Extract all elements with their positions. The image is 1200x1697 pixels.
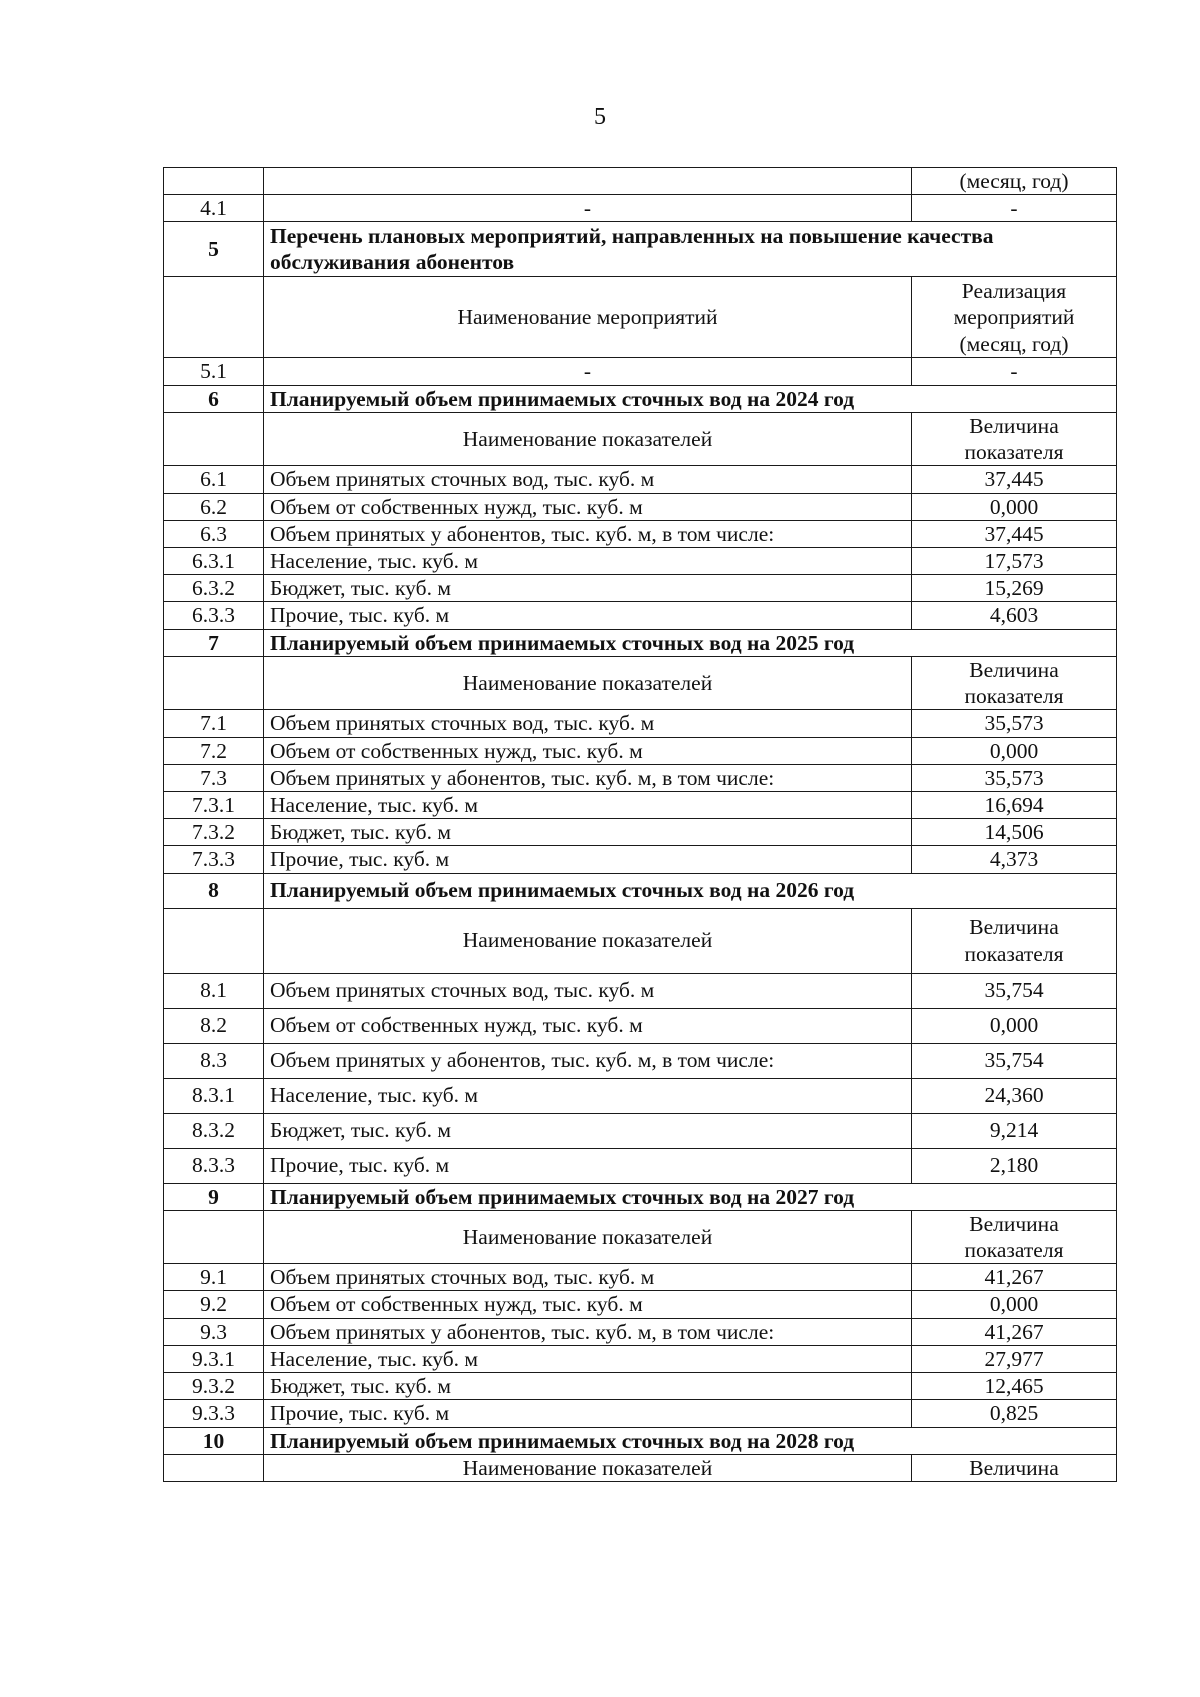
row-name: Население, тыс. куб. м	[264, 547, 912, 574]
empty-cell	[164, 1210, 264, 1263]
column-header-name: Наименование показателей	[264, 1210, 912, 1263]
row-number: 8.2	[164, 1008, 264, 1043]
row-name: Прочие, тыс. куб. м	[264, 1400, 912, 1427]
section-title: Планируемый объем принимаемых сточных вод на 2026 год	[264, 873, 1117, 908]
row-number: 6.1	[164, 466, 264, 493]
table-row	[164, 358, 1117, 385]
table-row	[164, 547, 1117, 574]
row-name: Бюджет, тыс. куб. м	[264, 1113, 912, 1148]
row-value: -	[912, 195, 1117, 222]
table-row	[164, 1291, 1117, 1318]
row-value: 35,573	[912, 710, 1117, 737]
table-row	[164, 520, 1117, 547]
row-number: 8.3	[164, 1043, 264, 1078]
table-row	[164, 1113, 1117, 1148]
row-name: Объем принятых у абонентов, тыс. куб. м, в том числе:	[264, 1318, 912, 1345]
column-header-value: Величина показателя	[912, 412, 1117, 465]
column-header-name: Наименование показателей	[264, 1454, 912, 1481]
section-header-row	[164, 222, 1117, 277]
row-name: Объем принятых сточных вод, тыс. куб. м	[264, 973, 912, 1008]
row-value: 17,573	[912, 547, 1117, 574]
row-number: 5.1	[164, 358, 264, 385]
row-number: 7.3	[164, 764, 264, 791]
row-name: Объем принятых сточных вод, тыс. куб. м	[264, 466, 912, 493]
table-row	[164, 1078, 1117, 1113]
row-name: Население, тыс. куб. м	[264, 1078, 912, 1113]
section-number: 10	[164, 1427, 264, 1454]
row-name: -	[264, 195, 912, 222]
column-header-row	[164, 1210, 1117, 1263]
table-row	[164, 493, 1117, 520]
column-header-value: Величина показателя	[912, 656, 1117, 709]
row-name: Население, тыс. куб. м	[264, 1345, 912, 1372]
row-number: 6.3.3	[164, 602, 264, 629]
table-row	[164, 466, 1117, 493]
row-number	[164, 168, 264, 195]
table-row	[164, 575, 1117, 602]
row-value: 0,000	[912, 737, 1117, 764]
column-header-row	[164, 656, 1117, 709]
document-table	[163, 167, 1117, 1482]
row-name: Население, тыс. куб. м	[264, 791, 912, 818]
row-value: 12,465	[912, 1373, 1117, 1400]
row-name: Объем от собственных нужд, тыс. куб. м	[264, 1291, 912, 1318]
row-number: 9.3.1	[164, 1345, 264, 1372]
row-value: 15,269	[912, 575, 1117, 602]
empty-cell	[164, 908, 264, 973]
row-number: 9.3.2	[164, 1373, 264, 1400]
row-value: 35,573	[912, 764, 1117, 791]
row-value: 0,825	[912, 1400, 1117, 1427]
column-header-row	[164, 1454, 1117, 1481]
table-row	[164, 168, 1117, 195]
section-number: 9	[164, 1183, 264, 1210]
table-row	[164, 602, 1117, 629]
row-number: 4.1	[164, 195, 264, 222]
column-header-name: Наименование показателей	[264, 412, 912, 465]
row-value: 37,445	[912, 466, 1117, 493]
column-header-row	[164, 412, 1117, 465]
table-row	[164, 1148, 1117, 1183]
row-value: 4,373	[912, 846, 1117, 873]
table-row	[164, 1318, 1117, 1345]
table-row	[164, 195, 1117, 222]
row-name: Объем принятых сточных вод, тыс. куб. м	[264, 710, 912, 737]
row-name: Объем принятых у абонентов, тыс. куб. м, в том числе:	[264, 1043, 912, 1078]
row-name: Прочие, тыс. куб. м	[264, 846, 912, 873]
table-row	[164, 1345, 1117, 1372]
row-value: (месяц, год)	[912, 168, 1117, 195]
table-row	[164, 1008, 1117, 1043]
row-name: Объем от собственных нужд, тыс. куб. м	[264, 1008, 912, 1043]
row-number: 6.3.2	[164, 575, 264, 602]
section-title: Перечень плановых мероприятий, направленных на повышение качества обслуживания абонентов	[264, 222, 1117, 277]
section-header-row	[164, 1183, 1117, 1210]
row-number: 7.3.3	[164, 846, 264, 873]
row-number: 9.3	[164, 1318, 264, 1345]
section-header-row	[164, 873, 1117, 908]
column-header-value: Величина показателя	[912, 1210, 1117, 1263]
section-number: 5	[164, 222, 264, 277]
empty-cell	[164, 277, 264, 358]
row-name: Прочие, тыс. куб. м	[264, 1148, 912, 1183]
row-number: 7.3.2	[164, 819, 264, 846]
row-value: 41,267	[912, 1318, 1117, 1345]
row-number: 6.3.1	[164, 547, 264, 574]
row-name	[264, 168, 912, 195]
row-number: 8.3.2	[164, 1113, 264, 1148]
column-header-value: Величина	[912, 1454, 1117, 1481]
row-value: 0,000	[912, 493, 1117, 520]
row-name: Объем принятых сточных вод, тыс. куб. м	[264, 1264, 912, 1291]
table-row	[164, 737, 1117, 764]
row-value: 2,180	[912, 1148, 1117, 1183]
row-name: Объем от собственных нужд, тыс. куб. м	[264, 737, 912, 764]
section-number: 6	[164, 385, 264, 412]
table-row	[164, 846, 1117, 873]
row-number: 8.3.1	[164, 1078, 264, 1113]
row-number: 9.3.3	[164, 1400, 264, 1427]
row-name: Бюджет, тыс. куб. м	[264, 819, 912, 846]
column-header-name: Наименование показателей	[264, 908, 912, 973]
empty-cell	[164, 1454, 264, 1481]
section-header-row	[164, 629, 1117, 656]
section-title: Планируемый объем принимаемых сточных вод на 2027 год	[264, 1183, 1117, 1210]
table-row	[164, 791, 1117, 818]
row-name: Объем от собственных нужд, тыс. куб. м	[264, 493, 912, 520]
row-value: 24,360	[912, 1078, 1117, 1113]
row-number: 9.1	[164, 1264, 264, 1291]
section-title: Планируемый объем принимаемых сточных вод на 2025 год	[264, 629, 1117, 656]
table-row	[164, 973, 1117, 1008]
table-row	[164, 710, 1117, 737]
section-number: 8	[164, 873, 264, 908]
row-value: 37,445	[912, 520, 1117, 547]
row-number: 8.3.3	[164, 1148, 264, 1183]
row-value: 41,267	[912, 1264, 1117, 1291]
section-number: 7	[164, 629, 264, 656]
table-row	[164, 1043, 1117, 1078]
row-value: 35,754	[912, 1043, 1117, 1078]
row-number: 7.2	[164, 737, 264, 764]
table-row	[164, 1400, 1117, 1427]
row-name: -	[264, 358, 912, 385]
row-name: Объем принятых у абонентов, тыс. куб. м, в том числе:	[264, 520, 912, 547]
row-number: 6.2	[164, 493, 264, 520]
empty-cell	[164, 412, 264, 465]
table-row	[164, 819, 1117, 846]
row-value: 14,506	[912, 819, 1117, 846]
row-number: 7.3.1	[164, 791, 264, 818]
column-header-row	[164, 277, 1117, 358]
table-row	[164, 764, 1117, 791]
row-number: 7.1	[164, 710, 264, 737]
row-value: 16,694	[912, 791, 1117, 818]
column-header-name: Наименование показателей	[264, 656, 912, 709]
row-name: Бюджет, тыс. куб. м	[264, 1373, 912, 1400]
empty-cell	[164, 656, 264, 709]
row-number: 6.3	[164, 520, 264, 547]
row-value: -	[912, 358, 1117, 385]
table-row	[164, 1264, 1117, 1291]
row-value: 35,754	[912, 973, 1117, 1008]
row-number: 9.2	[164, 1291, 264, 1318]
page-number: 5	[594, 104, 606, 130]
row-name: Прочие, тыс. куб. м	[264, 602, 912, 629]
section-title: Планируемый объем принимаемых сточных вод на 2028 год	[264, 1427, 1117, 1454]
row-value: 0,000	[912, 1291, 1117, 1318]
column-header-value: Величина показателя	[912, 908, 1117, 973]
column-header-value: Реализация мероприятий (месяц, год)	[912, 277, 1117, 358]
column-header-row	[164, 908, 1117, 973]
row-number: 8.1	[164, 973, 264, 1008]
row-value: 0,000	[912, 1008, 1117, 1043]
section-title: Планируемый объем принимаемых сточных вод на 2024 год	[264, 385, 1117, 412]
table-row	[164, 1373, 1117, 1400]
row-name: Объем принятых у абонентов, тыс. куб. м, в том числе:	[264, 764, 912, 791]
section-header-row	[164, 385, 1117, 412]
section-header-row	[164, 1427, 1117, 1454]
row-value: 9,214	[912, 1113, 1117, 1148]
row-name: Бюджет, тыс. куб. м	[264, 575, 912, 602]
column-header-name: Наименование мероприятий	[264, 277, 912, 358]
row-value: 4,603	[912, 602, 1117, 629]
row-value: 27,977	[912, 1345, 1117, 1372]
